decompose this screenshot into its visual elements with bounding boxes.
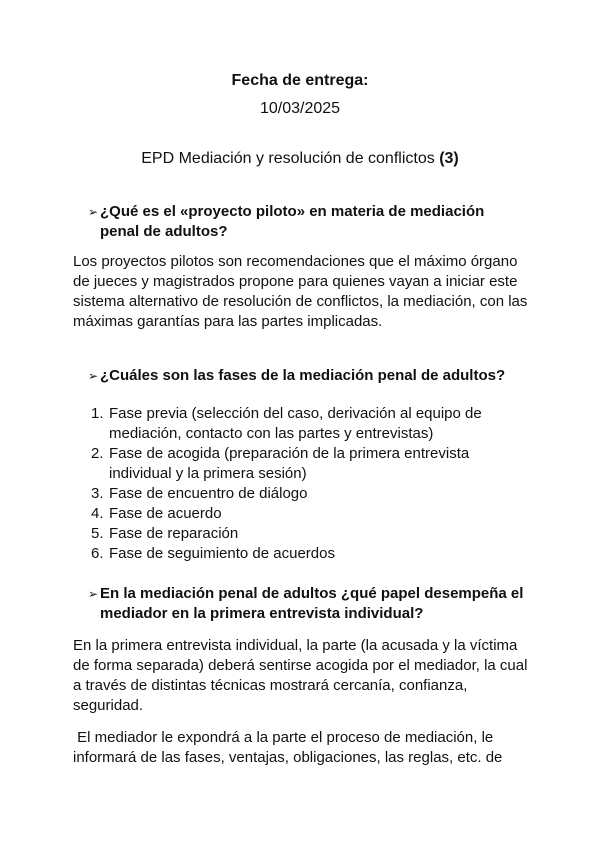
question-2-line-1: ¿Cuáles son las fases de la mediación penal de adultos?: [100, 367, 506, 384]
answer-1-paragraph: Los proyectos pilotos son recomendaciones que el máximo órgano de jueces y magistrados propone para quienes vayan a iniciar este sistema alternativo de resolución de conflictos, la mediación, con las máximas garantías para las partes implicadas.: [73, 253, 528, 330]
delivery-date-label: Fecha de entrega:: [231, 72, 369, 89]
question-3-line-1: En la mediación penal de adultos ¿qué papel desempeña el: [100, 585, 524, 602]
list-item: 3. Fase de encuentro de diálogo: [91, 485, 308, 502]
arrowhead-bullet-icon: ➢: [88, 369, 99, 383]
list-item: 6. Fase de seguimiento de acuerdos: [91, 545, 335, 562]
question-1: [88, 202, 528, 242]
question-2: [88, 366, 528, 386]
phases-list: [73, 404, 533, 564]
answer-3-paragraph-2: El mediador le expondrá a la parte el proceso de mediación, le informará de las fases, ventajas, obligaciones, las reglas, etc. de: [73, 729, 503, 766]
list-item: 2. Fase de acogida (preparación de la primera entrevista individual y la primera sesión): [91, 445, 470, 482]
question-3-line-2: mediador en la primera entrevista individual?: [100, 605, 424, 622]
list-item: 1. Fase previa (selección del caso, derivación al equipo de mediación, contacto con las partes y entrevistas): [91, 405, 482, 442]
list-item: 5. Fase de reparación: [91, 525, 239, 542]
document-title: [0, 150, 600, 168]
arrowhead-bullet-icon: ➢: [88, 587, 99, 601]
document-title-text: EPD Mediación y resolución de conflictos: [141, 150, 435, 167]
delivery-date-value: 10/03/2025: [259, 100, 341, 117]
question-3: [88, 584, 528, 624]
answer-3-paragraph-1: En la primera entrevista individual, la parte (la acusada y la víctima de forma separada) deberá sentirse acogida por el mediador, la cual a través de distintas técnicas mostrará cercanía, confianza, seguridad.: [73, 637, 528, 714]
list-item: 4. Fase de acuerdo: [91, 505, 222, 522]
question-1-line-2: penal de adultos?: [100, 223, 228, 240]
document-title-number: (3): [439, 150, 459, 167]
arrowhead-bullet-icon: ➢: [88, 205, 99, 219]
question-1-line-1: ¿Qué es el «proyecto piloto» en materia de mediación: [100, 203, 485, 220]
